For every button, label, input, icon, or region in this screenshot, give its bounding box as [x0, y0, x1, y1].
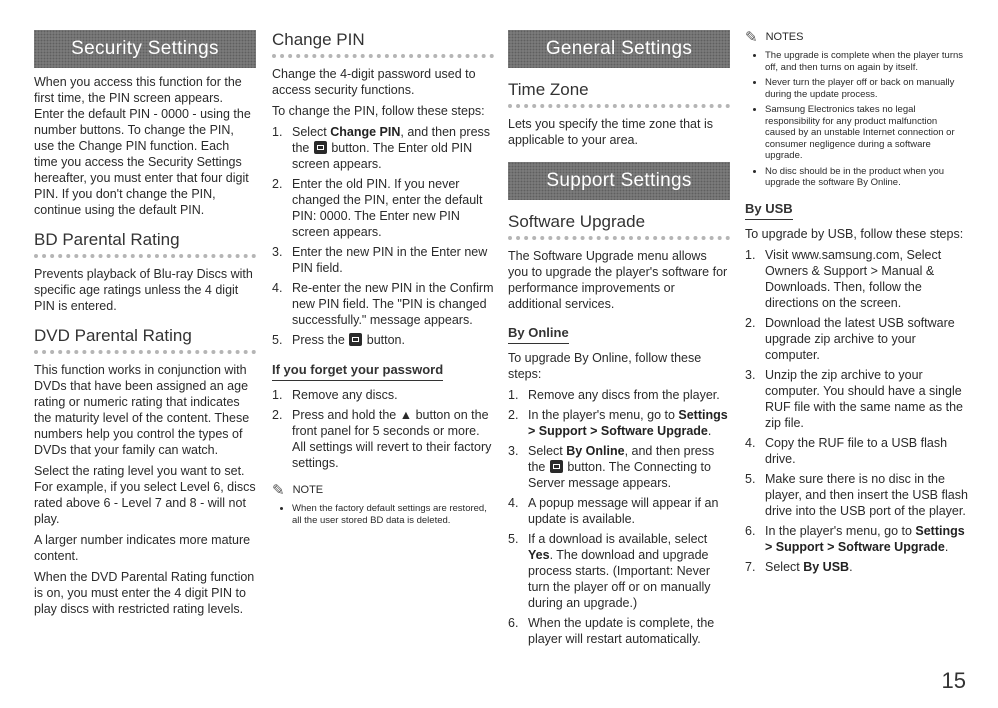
- heading-forgot-password: If you forget your password: [272, 362, 443, 381]
- dvd-parental-text-2: Select the rating level you want to set. For example, if you select Level 6, discs rated above 6 - Level 7 and 8 - will not play.: [34, 464, 256, 526]
- by-usb-steps: [745, 247, 970, 575]
- note-item: • When the factory default settings are restored, all the user stored BD data is deleted.: [292, 503, 494, 526]
- heading-time-zone: Time Zone: [508, 80, 730, 108]
- list-item: 1. Remove any discs.: [272, 388, 398, 402]
- security-intro-text: When you access this function for the first time, the PIN screen appears. Enter the default PIN - 0000 - using the number buttons. To change the PIN, use the Change PIN function. Each time you access the Security Settings hereafter, you must enter that four digit PIN. If you don't change the PIN, continue using the default PIN.: [34, 75, 251, 217]
- section-banner-security-settings: Security Settings: [34, 30, 256, 68]
- enter-button-icon: [314, 141, 327, 154]
- note-item: • No disc should be in the product when you upgrade the software By Online.: [765, 166, 970, 189]
- heading-bd-parental-rating: BD Parental Rating: [34, 230, 256, 258]
- list-item: 5. Press the button.: [272, 333, 405, 347]
- heading-dvd-parental-rating: DVD Parental Rating: [34, 326, 256, 354]
- list-item: 5. Make sure there is no disc in the player, and then insert the USB flash drive into the USB port of the player.: [745, 471, 968, 518]
- section-banner-support-settings: Support Settings: [508, 162, 730, 200]
- dvd-parental-text-4: When the DVD Parental Rating function is on, you must enter the 4 digit PIN to play discs with restricted rating levels.: [34, 570, 255, 616]
- by-online-lead: To upgrade By Online, follow these steps:: [508, 351, 702, 381]
- note-item: • Never turn the player off or back on manually during the update process.: [765, 77, 970, 100]
- page-number: 15: [941, 668, 966, 693]
- list-item: 1. Remove any discs from the player.: [508, 388, 720, 402]
- note-list: [272, 503, 494, 526]
- note-item: • The upgrade is complete when the player turns off, and then turns on again by itself.: [765, 50, 970, 73]
- list-item: 2. Enter the old PIN. If you never changed the PIN, enter the default PIN: 0000. The Enter new PIN screen appears.: [272, 177, 483, 239]
- column-security-settings: [34, 30, 256, 622]
- bd-parental-text: Prevents playback of Blu-ray Discs with specific age ratings unless the 4 digit PIN is entered.: [34, 267, 253, 313]
- list-item: 2. In the player's menu, go to Settings > Support > Software Upgrade.: [508, 408, 728, 438]
- heading-by-online: By Online: [508, 325, 569, 344]
- dvd-parental-text-1: This function works in conjunction with DVDs that have been assigned an age rating or numeric rating that indicates the maturity level of the content. These numbers help you control the types of DVDs that your family can watch.: [34, 363, 250, 457]
- by-online-steps: [508, 387, 730, 647]
- change-pin-lead: To change the PIN, follow these steps:: [272, 104, 485, 118]
- section-banner-general-settings: General Settings: [508, 30, 730, 68]
- list-item: 1. Select Change PIN, and then press the button. The Enter old PIN screen appears.: [272, 125, 491, 171]
- software-upgrade-text: The Software Upgrade menu allows you to upgrade the player's software for performance improvements or additional services.: [508, 249, 728, 311]
- forgot-password-steps: [272, 387, 494, 471]
- note-label: NOTE: [292, 484, 324, 496]
- list-item: 4. A popup message will appear if an update is available.: [508, 496, 719, 526]
- list-item: 7. Select By USB.: [745, 559, 853, 574]
- list-item: 3. Unzip the zip archive to your computer. You should have a single RUF file with the same name as the zip file.: [745, 367, 963, 430]
- list-item: 3. Select By Online, and then press the button. The Connecting to Server message appears.: [508, 444, 715, 490]
- enter-button-icon: [550, 460, 563, 473]
- dvd-parental-text-3: A larger number indicates more mature content.: [34, 533, 251, 563]
- list-item: 6. In the player's menu, go to Settings > Support > Software Upgrade.: [745, 523, 965, 554]
- heading-software-upgrade: Software Upgrade: [508, 212, 730, 240]
- note-header: [272, 481, 494, 499]
- pencil-note-icon: ✎: [272, 482, 285, 499]
- heading-by-usb: By USB: [745, 201, 793, 220]
- notes-label: NOTES: [765, 31, 804, 43]
- eject-icon: ▲: [399, 408, 413, 422]
- time-zone-text: Lets you specify the time zone that is applicable to your area.: [508, 117, 713, 147]
- by-usb-lead: To upgrade by USB, follow these steps:: [745, 226, 964, 241]
- list-item: 6. When the update is complete, the player will restart automatically.: [508, 616, 715, 646]
- list-item: 2. Download the latest USB software upgrade zip archive to your computer.: [745, 315, 955, 362]
- notes-list: [745, 50, 970, 189]
- column-notes-usb: [745, 28, 970, 581]
- list-item: 1. Visit www.samsung.com, Select Owners & Support > Manual & Downloads. Then, follow the directions on the screen.: [745, 247, 942, 310]
- heading-change-pin: Change PIN: [272, 30, 494, 58]
- list-item: 4. Copy the RUF file to a USB flash drive.: [745, 435, 948, 466]
- list-item: 3. Enter the new PIN in the Enter new PIN field.: [272, 245, 488, 275]
- change-pin-intro: Change the 4-digit password used to access security functions.: [272, 67, 476, 97]
- change-pin-steps: [272, 124, 494, 348]
- column-change-pin: [272, 30, 494, 530]
- note-item: • Samsung Electronics takes no legal responsibility for any product malfunction caused by an unstable Internet connection or consumer negligence during a software upgrade.: [765, 104, 970, 162]
- list-item: 2. Press and hold the ▲ button on the front panel for 5 seconds or more. All settings will revert to their factory settings.: [272, 408, 492, 470]
- list-item: 4. Re-enter the new PIN in the Confirm new PIN field. The "PIN is changed successfully." message appears.: [272, 281, 494, 327]
- notes-header: [745, 28, 970, 46]
- list-item: 5. If a download is available, select Yes. The download and upgrade process starts. (Important: Never turn the player off or on manually during an upgrade.): [508, 532, 711, 610]
- enter-button-icon: [349, 333, 362, 346]
- pencil-note-icon: ✎: [745, 29, 758, 46]
- column-general-support: [508, 30, 730, 653]
